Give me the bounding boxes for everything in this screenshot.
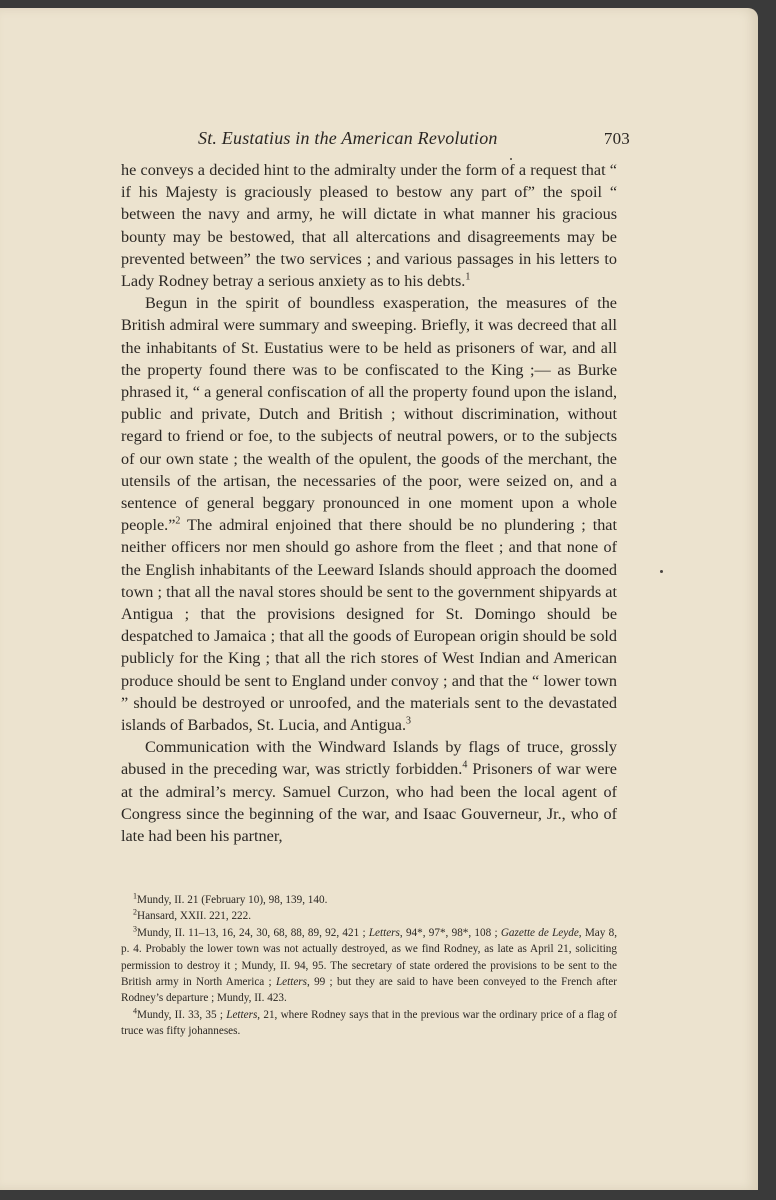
footnote-text: Gazette de Leyde [500,926,579,939]
paragraph-1-text: he conveys a decided hint to the admiralty under the form of a request that “ if his Majesty is graciously pleased to bestow any part of” the spoil “ between the navy and army, he will dictate in what manner his gracious bounty may be bestowed, that all altercations and disagreements may be prevented between” the two services ; and various passages in his letters to Lady Rodney betray a serious anxiety as to his debts. [121,161,617,291]
running-head-title: St. Eustatius in the American Revolution [198,128,498,148]
paragraph-1 [121,159,617,292]
footnote-4 [121,1007,617,1040]
footnote-text: Letters [275,976,308,989]
footnote-mark: 4 [133,1006,137,1016]
footnote-ref-4: 4 [462,760,468,772]
footnote-2 [121,908,617,924]
paragraph-3 [121,736,617,847]
footnote-text: Mundy, II. 11–13, 16, 24, 30, 68, 88, 89, 92, 421 ; [137,926,369,939]
footnote-1 [121,892,617,908]
page-speck [660,570,663,573]
footnote-mark: 1 [133,891,137,901]
footnote-ref-1: 1 [465,271,471,283]
body-text [121,159,617,847]
paragraph-2-text-b: The admiral enjoined that there should be no plundering ; that neither officers nor men should go ashore from the fleet ; and that none of the English inhabitants of the Leeward Islands should approach the doomed town ; that all the naval stores should be sent to the government shipyards at Antigua ; that the provisions designed for St. Domingo should be despatched to Jamaica ; that all the goods of European origin should be sold publicly for the King ; that all the rich stores of West Indian and American produce should be sent to England under convoy ; and that the “ lower town ” should be destroyed or unroofed, and the materials sent to the devastated islands of Barbados, St. Lucia, and Antigua. [121,516,617,735]
footnote-ref-3: 3 [406,715,412,727]
footnote-text: , 99 ; but they are said to have been conveyed to the French after Rodney’s departure ; Mundy, II. 423. [121,976,617,1005]
book-page [0,8,758,1190]
paragraph-3-text-b: Prisoners of war were at the admiral’s mercy. Samuel Curzon, who had been the local agent of Congress since the beginning of the war, and Isaac Gouverneur, Jr., who of late had been his partner, [121,760,617,846]
footnote-mark: 2 [133,907,137,917]
footnote-text: Hansard, XXII. 221, 222. [137,910,252,923]
footnote-text: Letters [226,1008,258,1021]
footnote-text: Mundy, II. 33, 35 ; [137,1008,227,1021]
paragraph-2 [121,292,617,736]
footnotes [121,892,617,1040]
running-head [198,128,630,149]
footnote-3 [121,925,617,1007]
footnote-text: , May 8, p. 4. Probably the lower town was not actually destroyed, as we find Rodney, as late as April 21, soliciting permission to destroy it ; Mundy, II. 94, 95. The secretary of state ordered the provisions to be sent to the British army in North America ; [121,926,617,989]
footnote-text: Mundy, II. 21 (February 10), 98, 139, 140. [137,894,328,906]
paragraph-3-text-a: Communication with the Windward Islands by flags of truce, grossly abused in the preceding war, was strictly forbidden. [121,738,617,779]
paragraph-2-text-a: Begun in the spirit of boundless exasperation, the measures of the British admiral were summary and sweeping. Briefly, it was decreed that all the inhabitants of St. Eustatius were to be held as prisoners of war, and all the property found there was to be confiscated to the King ;— as Burke phrased it, “ a general confiscation of all the property found upon the island, public and private, Dutch and British ; without discrimination, without regard to friend or foe, to the subjects of neutral powers, or to the subjects of our own state ; the wealth of the opulent, the goods of the merchant, the utensils of the artisan, the necessaries of the poor, were seized on, and a sentence of general beggary pronounced in one moment upon a whole people.” [121,294,617,535]
footnote-text: , 21, where Rodney says that in the previous war the ordinary price of a flag of truce was fifty johanneses. [121,1008,617,1038]
page-number: 703 [603,129,630,148]
page-speck [510,158,512,160]
footnote-ref-2: 2 [175,515,181,527]
footnote-text: Letters [368,926,400,939]
footnote-text: , 94*, 97*, 98*, 108 ; [399,926,501,939]
footnote-mark: 3 [133,924,137,934]
